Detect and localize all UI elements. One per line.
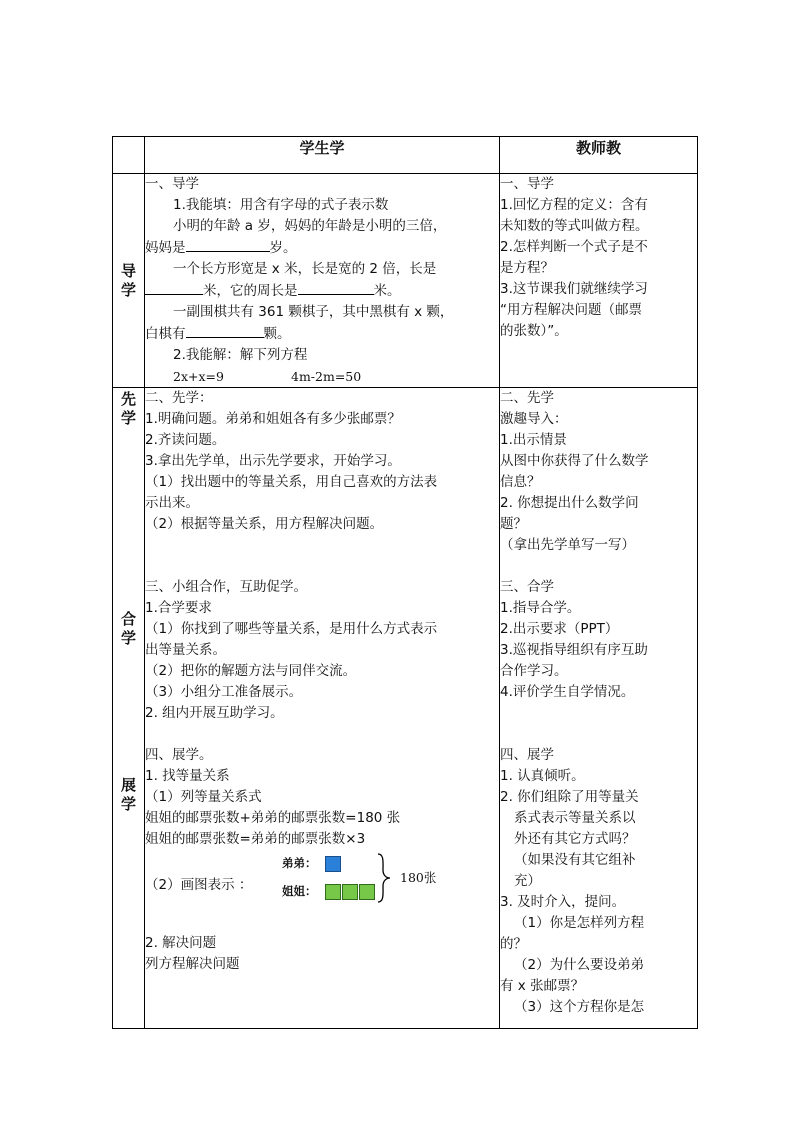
header-student: 学生学 [145, 137, 500, 174]
teacher-line: 1.指导合学。 [500, 600, 581, 616]
teacher-line: 1. 认真倾听。 [500, 768, 585, 784]
main-row [113, 388, 698, 1029]
brother-square [325, 856, 341, 872]
side-char: 学 [120, 795, 136, 813]
side-char: 展 [120, 776, 136, 794]
student-line: （2）根据等量关系，用方程解决问题。 [145, 516, 384, 532]
side-label-hexue [113, 610, 144, 648]
teacher-line: 3.这节课我们就继续学习 [500, 281, 648, 297]
section-title: 四、展学。 [145, 747, 213, 763]
fill-middle: 米，它的周长是 [203, 283, 298, 299]
lesson-plan-table [112, 136, 698, 1029]
question-1a-text: 小明的年龄 a 岁，妈妈的年龄是小明的三倍， [173, 218, 447, 234]
teacher-line: 的张数）”。 [500, 323, 568, 339]
fill-prefix: 白棋有 [145, 326, 186, 342]
header-empty-cell [113, 137, 145, 174]
fill-prefix: 妈妈是 [145, 240, 186, 256]
side-labels-main [113, 388, 145, 1029]
student-line: 姐姐的邮票张数=弟弟的邮票张数×3 [145, 831, 366, 847]
teacher-line: 充） [514, 873, 541, 889]
answer-blank[interactable] [145, 280, 203, 295]
teacher-line: 2.怎样判断一个式子是不 [500, 239, 648, 255]
fill-suffix: 颗。 [263, 326, 291, 342]
daoxue-teacher-cell [500, 174, 698, 388]
teacher-line: 从图中你获得了什么数学 [500, 453, 649, 469]
student-line: 2. 组内开展互助学习。 [145, 705, 284, 721]
sister-square [342, 884, 358, 900]
student-line: 出等量关系。 [145, 642, 226, 658]
question-1c-fill [145, 323, 499, 345]
fill-suffix: 岁。 [269, 240, 297, 256]
daoxue-student-cell [145, 174, 500, 388]
side-label-xianxue [113, 390, 144, 428]
side-char: 学 [120, 409, 136, 427]
teacher-line: 合作学习。 [500, 663, 568, 679]
student-line: 1.合学要求 [145, 600, 212, 616]
teacher-line: 1.回忆方程的定义：含有 [500, 197, 648, 213]
question-1a-fill [145, 237, 499, 259]
diagram-caption: （2）画图表示 ： [145, 877, 253, 893]
teacher-line: 未知数的等式叫做方程。 [500, 218, 649, 234]
side-label-zhanxue [113, 776, 144, 814]
teacher-line: 2. 你想提出什么数学问 [500, 495, 639, 511]
teacher-line: 3. 及时介入，提问。 [500, 894, 626, 910]
side-label-daoxue [113, 174, 145, 388]
fill-suffix: 米。 [373, 283, 401, 299]
question-1: 1.我能填：用含有字母的式子表示数 [173, 197, 389, 213]
section-title: 二、先学 [500, 390, 554, 406]
student-line: （1）你找到了哪些等量关系，是用什么方式表示 [145, 621, 438, 637]
student-line: 3.拿出先学单，出示先学要求，开始学习。 [145, 453, 401, 469]
student-line: （1）找出题中的等量关系，用自己喜欢的方法表 [145, 474, 438, 490]
student-line: 2. 解决问题 [145, 935, 217, 951]
teacher-line: 4.评价学生自学情况。 [500, 684, 635, 700]
total-label: 180张 [400, 870, 437, 885]
teacher-line: （1）你是怎样列方程 [514, 915, 645, 931]
answer-blank[interactable] [186, 237, 270, 252]
equation-2: 4m-2m=50 [291, 369, 362, 384]
question-1c-text: 一副围棋共有 361 颗棋子，其中黑棋有 x 颗， [173, 304, 454, 320]
section-title: 三、小组合作，互助促学。 [145, 579, 307, 595]
teacher-line: 是方程？ [500, 260, 554, 276]
student-line: （2）把你的解题方法与同伴交流。 [145, 663, 357, 679]
teacher-line: 外还有其它方式吗？ [514, 831, 636, 847]
teacher-line: 3.巡视指导组织有序互助 [500, 642, 648, 658]
equations-row [145, 366, 499, 387]
student-line: （3）小组分工准备展示。 [145, 684, 303, 700]
teacher-line: “用方程解决问题（邮票 [500, 302, 642, 318]
question-1b-text: 一个长方形宽是 x 米，长是宽的 2 倍，长是 [173, 261, 437, 277]
section-title: 一、导学 [145, 176, 199, 192]
teacher-line: 的？ [500, 936, 527, 952]
side-char: 先 [120, 390, 136, 408]
brace-icon [375, 852, 395, 904]
student-line: （1）列等量关系式 [145, 789, 262, 805]
header-row [113, 137, 698, 174]
student-line: 2.齐读问题。 [145, 432, 226, 448]
teacher-line: 有 x 张邮票？ [500, 978, 585, 994]
teacher-line: 2.出示要求（PPT） [500, 621, 619, 637]
side-char: 学 [120, 280, 136, 299]
teacher-line: 1.出示情景 [500, 432, 567, 448]
teacher-line: 系式表示等量关系以 [514, 810, 636, 826]
header-teacher: 教师教 [500, 137, 698, 174]
sister-label: 姐姐： [282, 884, 317, 898]
teacher-line: （2）为什么要设弟弟 [514, 957, 645, 973]
section-title: 三、合学 [500, 579, 554, 595]
main-student-cell [145, 388, 500, 1029]
sister-square [359, 884, 375, 900]
teacher-line: 2. 你们组除了用等量关 [500, 789, 639, 805]
section-title: 四、展学 [500, 747, 554, 763]
section-title: 一、导学 [500, 176, 554, 192]
section-title: 二、先学： [145, 390, 213, 406]
student-line: 1. 找等量关系 [145, 768, 230, 784]
student-line: 示出来。 [145, 495, 199, 511]
student-line: 1.明确问题。弟弟和姐姐各有多少张邮票？ [145, 411, 401, 427]
teacher-line: 题？ [500, 516, 527, 532]
teacher-line: （如果没有其它组补 [514, 852, 636, 868]
sister-square [325, 884, 341, 900]
teacher-line: （拿出先学单写一写） [500, 537, 635, 553]
brother-label: 弟弟： [282, 856, 317, 870]
answer-blank[interactable] [186, 323, 264, 338]
side-char: 导 [120, 261, 136, 280]
teacher-line: 信息？ [500, 474, 541, 490]
side-char: 学 [120, 629, 136, 647]
teacher-line: （3）这个方程你是怎 [514, 999, 645, 1015]
equation-1: 2x+x=9 [173, 369, 224, 384]
answer-blank[interactable] [298, 280, 374, 295]
main-teacher-cell [500, 388, 698, 1029]
student-line: 姐姐的邮票张数+弟弟的邮票张数=180 张 [145, 810, 401, 826]
teacher-line: 激趣导入： [500, 411, 568, 427]
student-line: 列方程解决问题 [145, 956, 240, 972]
question-2: 2.我能解：解下列方程 [173, 347, 308, 363]
side-char: 合 [120, 610, 136, 628]
stamp-diagram [145, 850, 499, 912]
daoxue-row [113, 174, 698, 388]
question-1b-fill [145, 280, 499, 302]
